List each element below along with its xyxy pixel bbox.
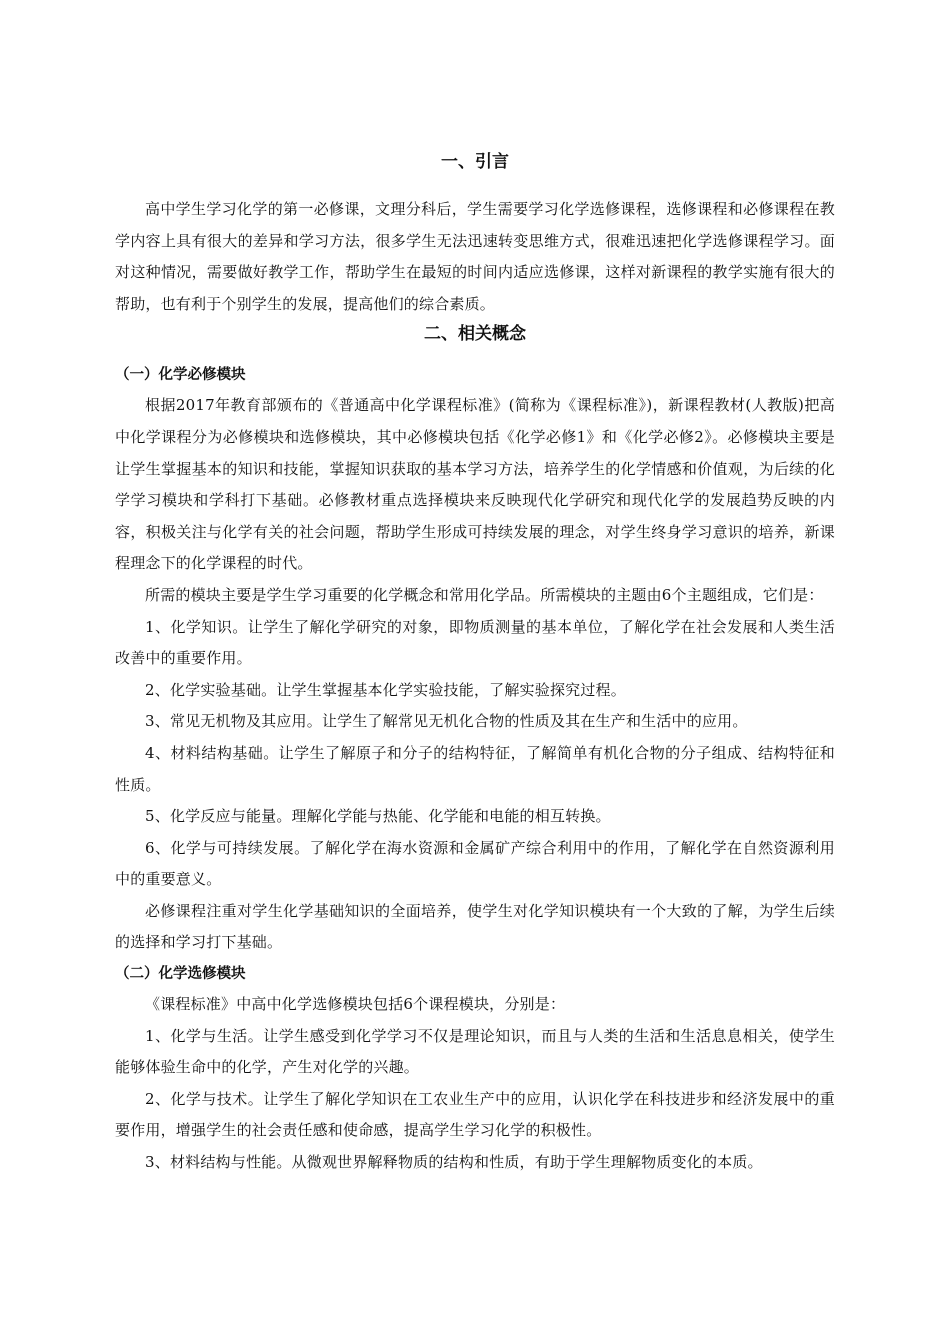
compulsory-paragraph: 所需的模块主要是学生学习重要的化学概念和常用化学品。所需模块的主题由6个主题组成，它们是： xyxy=(145,585,824,604)
compulsory-list-item: 2、化学实验基础。让学生掌握基本化学实验技能，了解实验探究过程。 xyxy=(145,680,626,699)
elective-paragraph: 《课程标准》中高中化学选修模块包括6个课程模块，分别是： xyxy=(145,995,566,1014)
document-page xyxy=(115,148,835,1179)
compulsory-list-item: 4、材料结构基础。让学生了解原子和分子的结构特征，了解简单有机化合物的分子组成、结构特征和性质。 xyxy=(115,743,835,794)
compulsory-paragraph: 根据2017年教育部颁布的《普通高中化学课程标准》(简称为《课程标准》)，新课程教材(人教版)把高中化学课程分为必修模块和选修模块，其中必修模块包括《化学必修1》和《化学必修2》。必修模块主要是让学生掌握基本的知识和技能，掌握知识获取的基本学习方法，培养学生的化学情感和价值观，为后续的化学学习模块和学科打下基础。必修教材重点选择模块来反映现代化学研究和现代化学的发展趋势反映的内容，积极关注与化学有关的社会问题，帮助学生形成可持续发展的理念，对学生终身学习意识的培养，新课程理念下的化学课程的时代。 xyxy=(115,396,835,573)
section-title-introduction: 一、引言 xyxy=(441,152,509,172)
section-title-related-concepts: 二、相关概念 xyxy=(424,324,526,345)
elective-list-item: 2、化学与技术。让学生了解化学知识在工农业生产中的应用，认识化学在科技进步和经济发展中的重要作用，增强学生的社会责任感和使命感，提高学生学习化学的积极性。 xyxy=(115,1089,835,1140)
subsection-heading-compulsory: （一）化学必修模块 xyxy=(115,367,246,384)
compulsory-list-item: 5、化学反应与能量。理解化学能与热能、化学能和电能的相互转换。 xyxy=(145,807,611,826)
subsection-heading-elective: （二）化学选修模块 xyxy=(115,966,246,983)
compulsory-paragraph: 必修课程注重对学生化学基础知识的全面培养，使学生对化学知识模块有一个大致的了解，为学生后续的选择和学习打下基础。 xyxy=(115,901,835,952)
elective-list-item: 1、化学与生活。让学生感受到化学学习不仅是理论知识，而且与人类的生活和生活息息相关，使学生能够体验生命中的化学，产生对化学的兴趣。 xyxy=(115,1026,835,1077)
compulsory-list-item: 6、化学与可持续发展。了解化学在海水资源和金属矿产综合利用中的作用，了解化学在自然资源利用中的重要意义。 xyxy=(115,838,835,889)
intro-paragraph: 高中学生学习化学的第一必修课，文理分科后，学生需要学习化学选修课程，选修课程和必修课程在教学内容上具有很大的差异和学习方法，很多学生无法迅速转变思维方式，很难迅速把化学选修课程学习。面对这种情况，需要做好教学工作，帮助学生在最短的时间内适应选修课，这样对新课程的教学实施有很大的帮助，也有利于个别学生的发展，提高他们的综合素质。 xyxy=(115,200,835,313)
compulsory-list-item: 3、常见无机物及其应用。让学生了解常见无机化合物的性质及其在生产和生活中的应用。 xyxy=(145,712,748,731)
compulsory-list-item: 1、化学知识。让学生了解化学研究的对象，即物质测量的基本单位，了解化学在社会发展和人类生活改善中的重要作用。 xyxy=(115,617,835,668)
elective-list-item: 3、材料结构与性能。从微观世界解释物质的结构和性质，有助于学生理解物质变化的本质。 xyxy=(145,1153,763,1172)
